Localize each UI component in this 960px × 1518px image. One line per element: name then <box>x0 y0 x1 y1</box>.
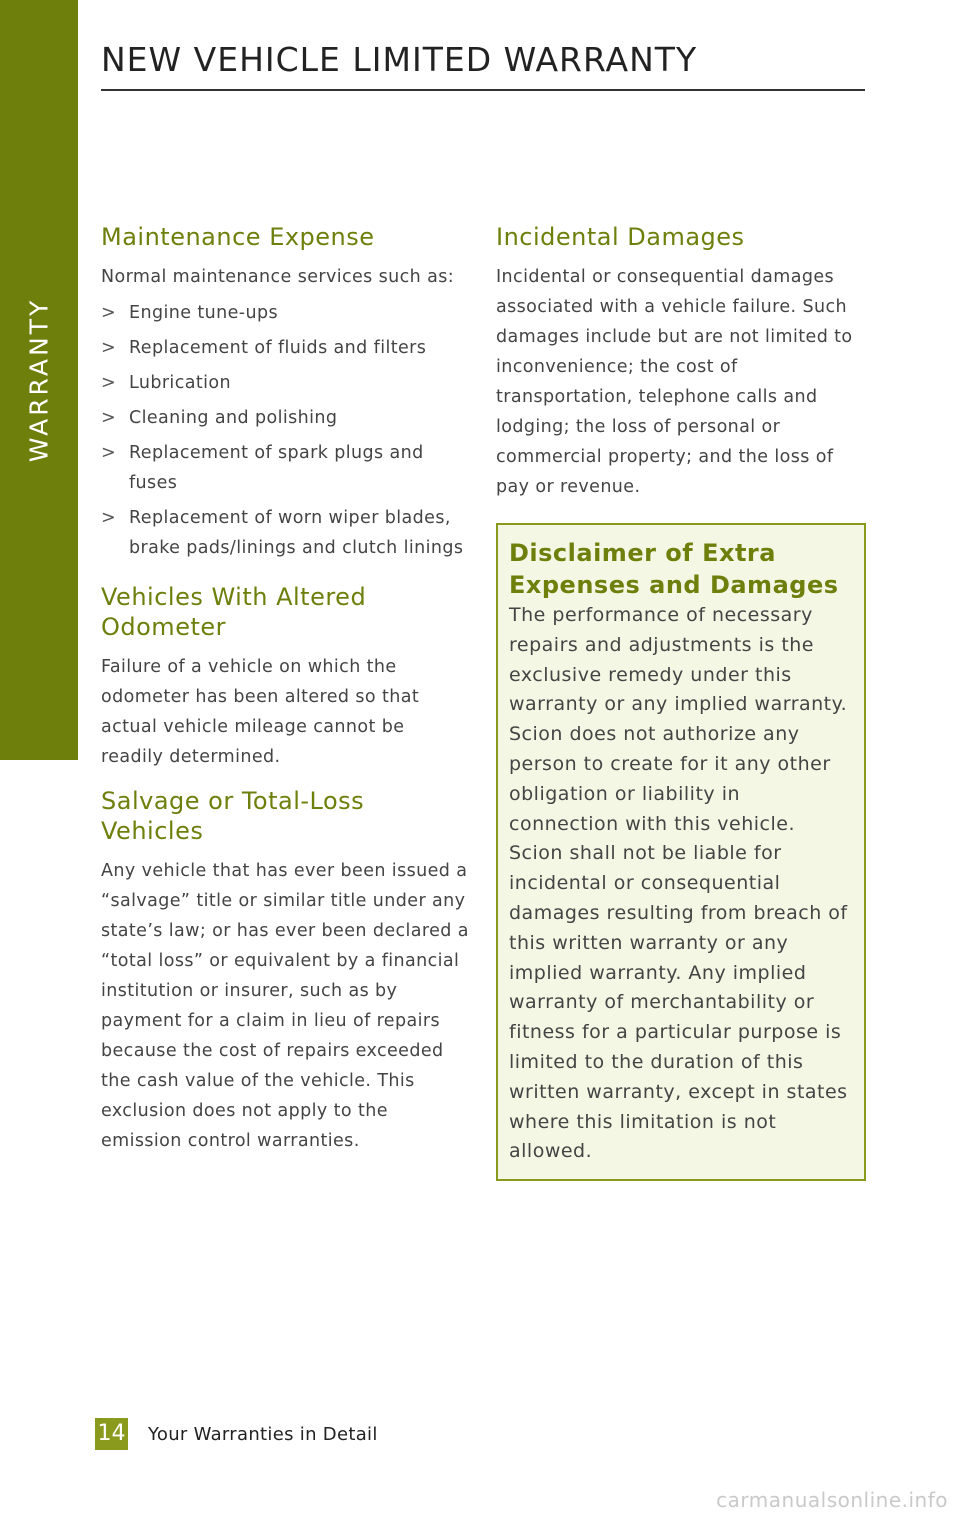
maintenance-intro: Normal maintenance services such as: <box>101 267 455 287</box>
section-salvage-total-loss <box>101 786 469 1156</box>
salvage-body: Any vehicle that has ever been issued a “salvage” title or similar title under any state’s law; or has ever been declared a “total loss” or equivalent by a financial institution or insurer, such as by payment for a claim in lieu of repairs because the cost of repairs exceeded the cash value of the vehicle. This exclusion does not apply to the emission control warranties. <box>101 861 469 1151</box>
page-number: 14 <box>95 1418 128 1450</box>
page-title: NEW VEHICLE LIMITED WARRANTY <box>101 40 698 79</box>
list-item: > Cleaning and polishing <box>101 403 469 433</box>
list-item: > Replacement of spark plugs and fuses <box>101 438 469 498</box>
chevron-right-icon: > <box>101 303 117 323</box>
chevron-right-icon: > <box>101 373 117 393</box>
footer-section-title: Your Warranties in Detail <box>148 1424 378 1445</box>
chevron-right-icon: > <box>101 508 117 528</box>
list-item: > Replacement of fluids and filters <box>101 333 469 363</box>
disclaimer-body: The performance of necessary repairs and adjustments is the exclusive remedy under this warranty or any implied warranty. Scion does not authorize any person to create for it any other obligation or liability in connection with this vehicle. Scion shall not be liable for incidental or consequential damages resulting from breach of this written warranty or any implied warranty. Any implied warranty of merchantability or fitness for a particular purpose is limited to the duration of this written warranty, except in states where this limitation is not allowed. <box>509 604 848 1163</box>
list-item: > Lubrication <box>101 368 469 398</box>
watermark: carmanualsonline.info <box>716 1488 948 1512</box>
side-tab-label: WARRANTY <box>24 297 54 463</box>
disclaimer-heading: Disclaimer of Extra Expenses and Damages <box>509 539 839 599</box>
left-column <box>101 222 469 1156</box>
incidental-body: Incidental or consequential damages associated with a vehicle failure. Such damages include but are not limited to inconvenience; the cost of transportation, telephone calls and lodging; the loss of personal or commercial property; and the loss of pay or revenue. <box>496 267 853 497</box>
maintenance-list <box>101 298 469 563</box>
maintenance-heading: Maintenance Expense <box>101 223 375 251</box>
disclaimer-box <box>496 523 866 1181</box>
right-column <box>496 222 864 502</box>
side-tab <box>0 0 78 760</box>
title-divider <box>101 89 865 91</box>
section-altered-odometer <box>101 582 469 772</box>
odometer-heading: Vehicles With Altered Odometer <box>101 583 367 641</box>
list-item: > Replacement of worn wiper blades, brake pads/linings and clutch linings <box>101 503 469 563</box>
chevron-right-icon: > <box>101 408 117 428</box>
incidental-heading: Incidental Damages <box>496 223 745 251</box>
chevron-right-icon: > <box>101 443 117 463</box>
salvage-heading: Salvage or Total-Loss Vehicles <box>101 787 365 845</box>
section-maintenance-expense <box>101 222 469 563</box>
list-item: > Engine tune-ups <box>101 298 469 328</box>
odometer-body: Failure of a vehicle on which the odometer has been altered so that actual vehicle mileage cannot be readily determined. <box>101 657 420 767</box>
chevron-right-icon: > <box>101 338 117 358</box>
section-incidental-damages <box>496 222 864 502</box>
